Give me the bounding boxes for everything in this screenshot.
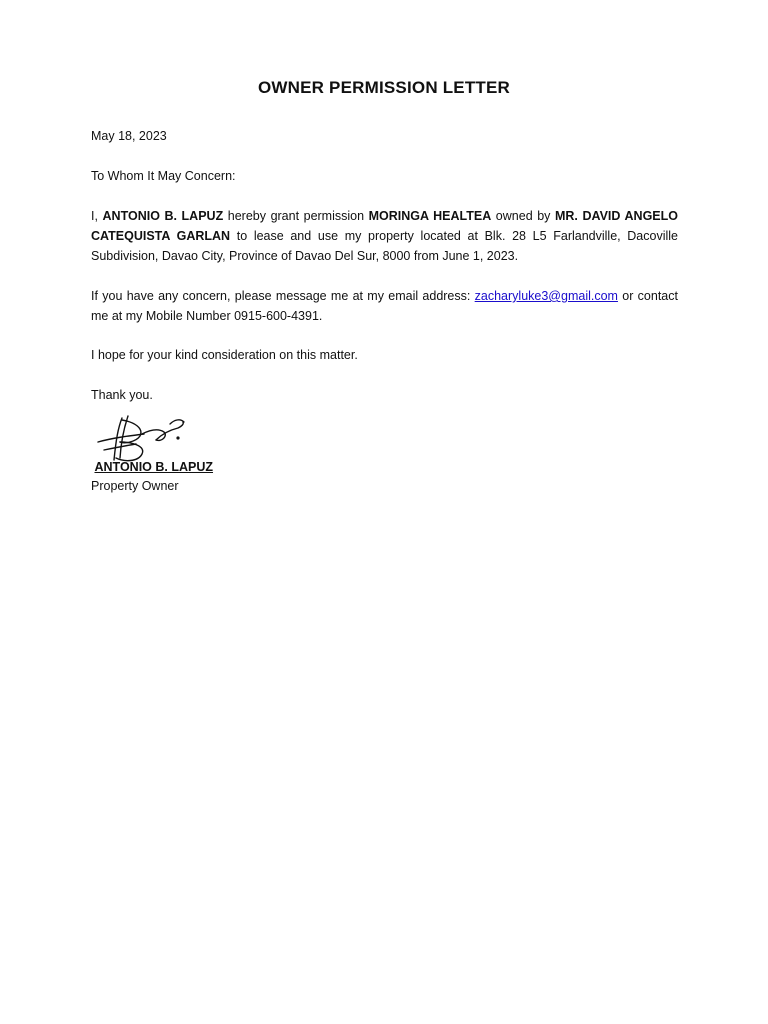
owner-name: ANTONIO B. LAPUZ [102, 209, 224, 223]
email-link[interactable]: zacharyluke3@gmail.com [474, 289, 618, 303]
paragraph-text: hereby grant permission [223, 209, 369, 223]
closing-line: Thank you. [91, 388, 153, 402]
paragraph-text: or contact me at my Mobile Number 0915-600-4391. [91, 289, 678, 323]
signer-name-text: ANTONIO B. LAPUZ [94, 460, 214, 474]
letter-date: May 18, 2023 [91, 129, 167, 143]
permission-paragraph [91, 206, 678, 266]
paragraph-text: If you have any concern, please message me at my email address: [91, 289, 475, 303]
contact-paragraph [91, 286, 678, 326]
letter-title: OWNER PERMISSION LETTER [257, 78, 511, 97]
business-owner-name: MR. DAVID ANGELO CATEQUISTA GARLAN [91, 209, 678, 243]
signer-role: Property Owner [91, 479, 179, 493]
consideration-paragraph: I hope for your kind consideration on this matter. [91, 348, 358, 362]
paragraph-text: I, [91, 209, 103, 223]
paragraph-text: to lease and use my property located at Blk. 28 L5 Farlandville, Dacoville Subdivision, Davao City, Province of Davao Del Sur, 8000 from June 1, 2023. [91, 229, 678, 263]
paragraph-text: owned by [491, 209, 555, 223]
signer-name [91, 458, 213, 476]
handwritten-signature [94, 412, 190, 464]
business-name: MORINGA HEALTEA [368, 209, 492, 223]
salutation: To Whom It May Concern: [91, 169, 236, 183]
